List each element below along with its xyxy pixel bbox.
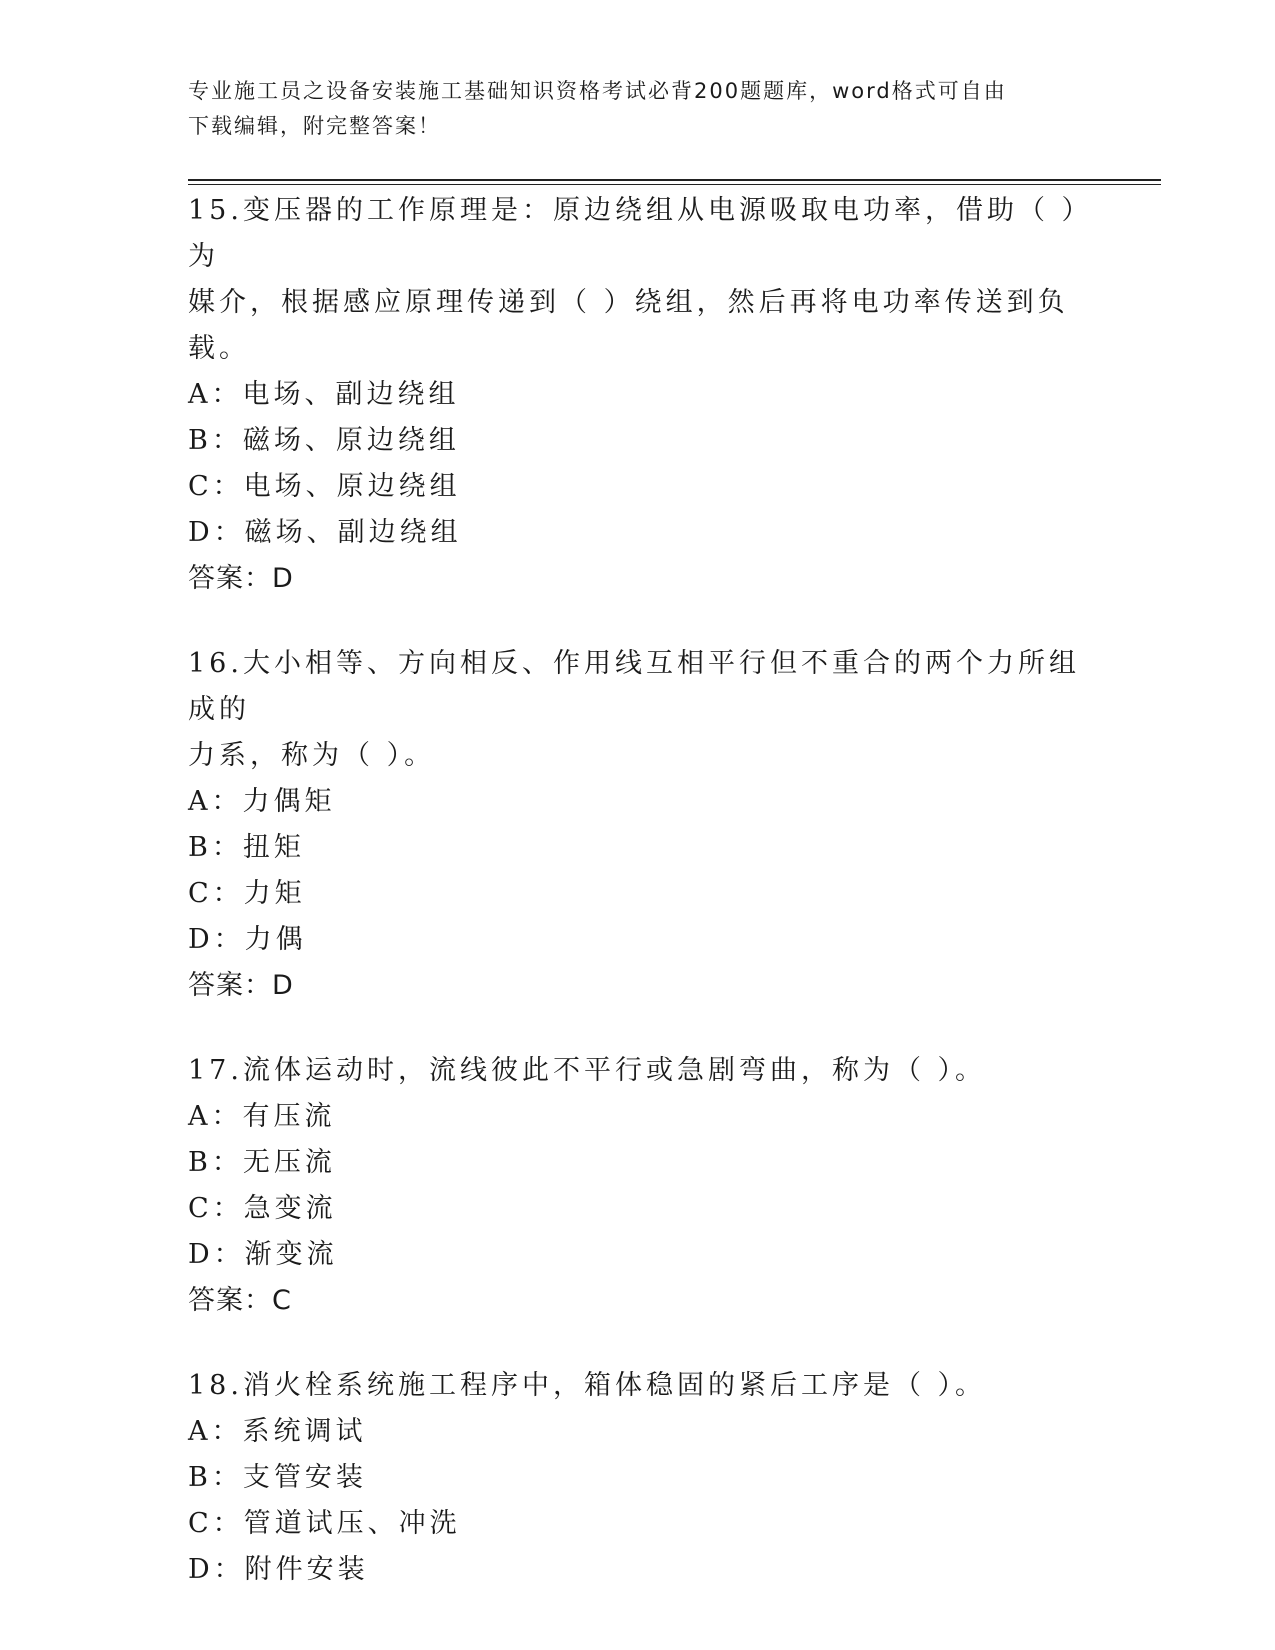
option-c: C：急变流	[188, 1193, 337, 1224]
question-17	[188, 1046, 1088, 1324]
option-a: A：力偶矩	[188, 786, 336, 817]
header-line-2: 下载编辑，附完整答案！	[188, 114, 441, 138]
answer-line: 答案：C	[188, 1285, 292, 1316]
question-line: 15.变压器的工作原理是：原边绕组从电源吸取电功率，借助（ ）为	[188, 195, 1080, 272]
header-line-1: 专业施工员之设备安装施工基础知识资格考试必背200题题库，word格式可自由	[188, 79, 1007, 103]
option-b: B：无压流	[188, 1147, 336, 1178]
question-spacer	[188, 602, 1088, 639]
option-c: C：电场、原边绕组	[188, 471, 461, 502]
header-divider-thin	[188, 184, 1161, 185]
question-text	[188, 1361, 1088, 1409]
option-a: A：电场、副边绕组	[188, 379, 460, 410]
question-line: 18.消火栓系统施工程序中，箱体稳固的紧后工序是（ ）。	[188, 1370, 987, 1401]
question-spacer	[188, 1324, 1088, 1361]
question-text	[188, 186, 1088, 372]
option-b: B：磁场、原边绕组	[188, 425, 460, 456]
answer-line: 答案：D	[188, 563, 294, 594]
option-b: B：支管安装	[188, 1462, 367, 1493]
option-a: A：系统调试	[188, 1416, 367, 1447]
question-18	[188, 1361, 1088, 1593]
question-text	[188, 1046, 1088, 1094]
option-d: D：附件安装	[188, 1554, 369, 1585]
option-b: B：扭矩	[188, 832, 305, 863]
header-divider	[188, 179, 1161, 181]
question-15	[188, 186, 1088, 602]
question-line: 力系，称为（ ）。	[188, 740, 436, 771]
option-d: D：磁场、副边绕组	[188, 517, 462, 548]
option-c: C：管道试压、冲洗	[188, 1508, 461, 1539]
option-c: C：力矩	[188, 878, 306, 909]
answer-line: 答案：D	[188, 970, 294, 1001]
question-text	[188, 639, 1088, 779]
question-list	[188, 186, 1088, 1593]
question-16	[188, 639, 1088, 1009]
question-line: 17.流体运动时，流线彼此不平行或急剧弯曲，称为（ ）。	[188, 1055, 987, 1086]
question-spacer	[188, 1009, 1088, 1046]
option-d: D：渐变流	[188, 1239, 338, 1270]
question-line: 16.大小相等、方向相反、作用线互相平行但不重合的两个力所组成的	[188, 648, 1080, 725]
option-d: D：力偶	[188, 924, 307, 955]
document-header	[188, 74, 1088, 144]
option-a: A：有压流	[188, 1101, 336, 1132]
question-line: 媒介，根据感应原理传递到（ ）绕组，然后再将电功率传送到负载。	[188, 287, 1069, 364]
